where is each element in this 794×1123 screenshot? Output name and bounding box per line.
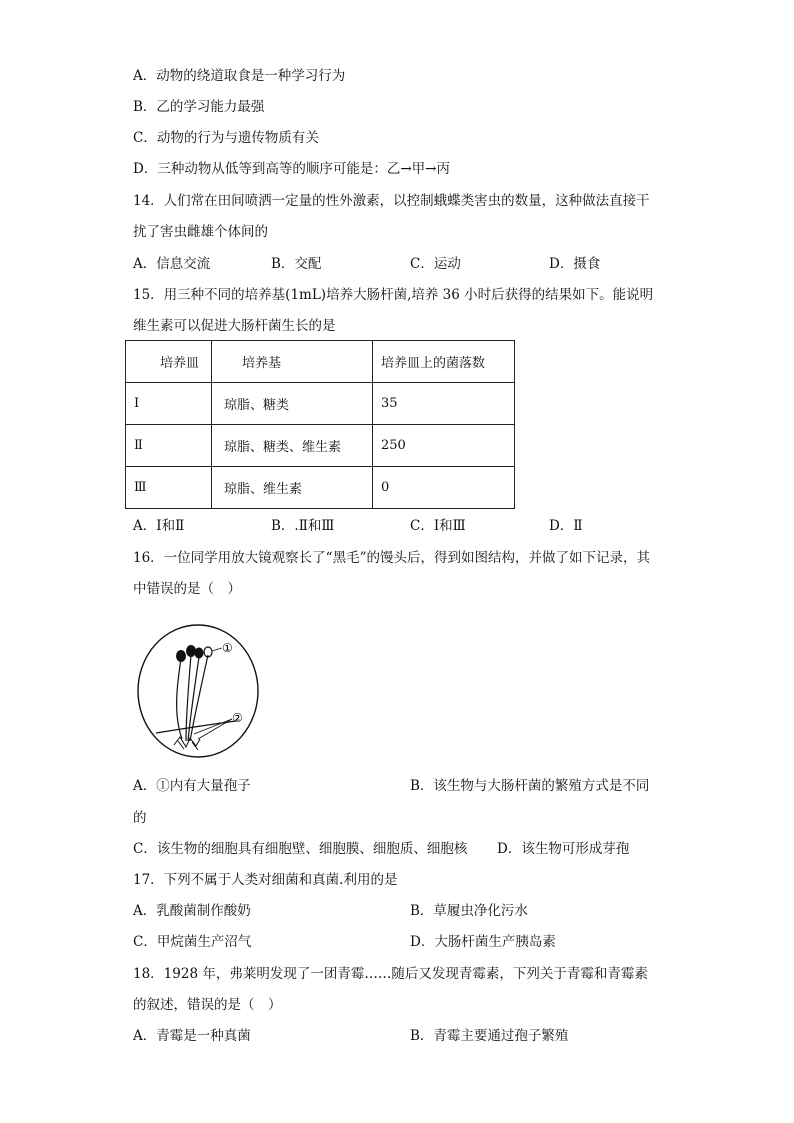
q18-stem-line1: 18．1928 年，弗莱明发现了一团青霉……随后又发现青霉素，下列关于青霉和青霉素 <box>133 966 648 982</box>
mold-figure <box>136 621 266 761</box>
q15-stem-line1: 15．用三种不同的培养基(1mL)培养大肠杆菌,培养 36 小时后获得的结果如下。能说明 <box>133 287 654 303</box>
sporangium <box>176 650 186 662</box>
hypha-stalk <box>177 659 182 739</box>
table-header-row <box>126 341 515 383</box>
q15-option-c: C．Ⅰ和Ⅲ <box>410 518 466 534</box>
q16-option-d: D．该生物可形成芽孢 <box>497 841 630 857</box>
table-row <box>126 425 515 467</box>
cell-colonies: 35 <box>373 383 515 425</box>
cell-colonies: 250 <box>373 425 515 467</box>
q13-option-c: C．动物的行为与遗传物质有关 <box>133 130 319 146</box>
label-leader-2 <box>198 719 232 739</box>
q14-option-c: C．运动 <box>410 256 461 272</box>
cell-dish: Ⅲ <box>126 467 212 509</box>
table-row <box>126 467 515 509</box>
label-1: ① <box>222 641 233 655</box>
q15-stem-line2: 维生素可以促进大肠杆菌生长的是 <box>133 318 336 334</box>
label-leader-1 <box>212 648 222 651</box>
cell-colonies: 0 <box>373 467 515 509</box>
cell-medium: 琼脂、维生素 <box>212 467 373 509</box>
q15-option-a: A．Ⅰ和Ⅱ <box>133 518 185 534</box>
sporangium <box>186 645 196 657</box>
q17-option-a: A．乳酸菌制作酸奶 <box>133 903 251 919</box>
stolon <box>156 721 236 733</box>
q18-option-a: A．青霉是一种真菌 <box>133 1028 251 1044</box>
q18-option-b: B．青霉主要通过孢子繁殖 <box>410 1028 569 1044</box>
q14-stem-line2: 扰了害虫雌雄个体间的 <box>133 224 268 240</box>
cell-dish: Ⅰ <box>126 383 212 425</box>
sporangium <box>195 648 204 659</box>
q13-option-d: D．三种动物从低等到高等的顺序可能是：乙→甲→丙 <box>133 161 450 177</box>
q17-stem: 17．下列不属于人类对细菌和真菌.利用的是 <box>133 872 398 888</box>
cell-medium: 琼脂、糖类、维生素 <box>212 425 373 467</box>
q16-option-b-line1: B．该生物与大肠杆菌的繁殖方式是不同 <box>410 778 650 794</box>
q13-option-a: A．动物的绕道取食是一种学习行为 <box>133 68 346 84</box>
q14-option-d: D．摄食 <box>549 256 601 272</box>
rhizoids <box>174 737 200 750</box>
header-colonies: 培养皿上的菌落数 <box>373 341 515 383</box>
label-2: ② <box>232 711 243 725</box>
q16-stem-line1: 16．一位同学用放大镜观察长了“黑毛”的馒头后，得到如图结构，并做了如下记录，其 <box>133 550 650 566</box>
q15-option-d: D．Ⅱ <box>549 518 583 534</box>
q14-option-b: B．交配 <box>271 256 322 272</box>
mold-diagram-svg <box>136 621 266 761</box>
q16-stem-line2: 中错误的是（ ） <box>133 581 241 597</box>
header-medium: 培养基 <box>212 341 373 383</box>
q17-option-d: D．大肠杆菌生产胰岛素 <box>410 934 556 950</box>
q14-option-a: A．信息交流 <box>133 256 211 272</box>
q18-stem-line2: 的叙述，错误的是（ ） <box>133 997 282 1013</box>
magnifier-circle <box>138 625 258 757</box>
header-dish: 培养皿 <box>126 341 212 383</box>
q16-option-a: A．①内有大量孢子 <box>133 778 251 794</box>
table-row <box>126 383 515 425</box>
q14-stem-line1: 14．人们常在田间喷洒一定量的性外激素，以控制蛾蝶类害虫的数量，这种做法直接干 <box>133 193 650 209</box>
q16-option-c: C．该生物的细胞具有细胞壁、细胞膜、细胞质、细胞核 <box>133 841 468 857</box>
cell-dish: Ⅱ <box>126 425 212 467</box>
q15-option-b: B．.Ⅱ和Ⅲ <box>271 518 335 534</box>
cell-medium: 琼脂、糖类 <box>212 383 373 425</box>
q16-option-b-line2: 的 <box>133 810 147 826</box>
q13-option-b: B．乙的学习能力最强 <box>133 99 265 115</box>
q17-option-c: C．甲烷菌生产沼气 <box>133 934 252 950</box>
q17-option-b: B．草履虫净化污水 <box>410 903 528 919</box>
culture-table <box>125 340 515 509</box>
